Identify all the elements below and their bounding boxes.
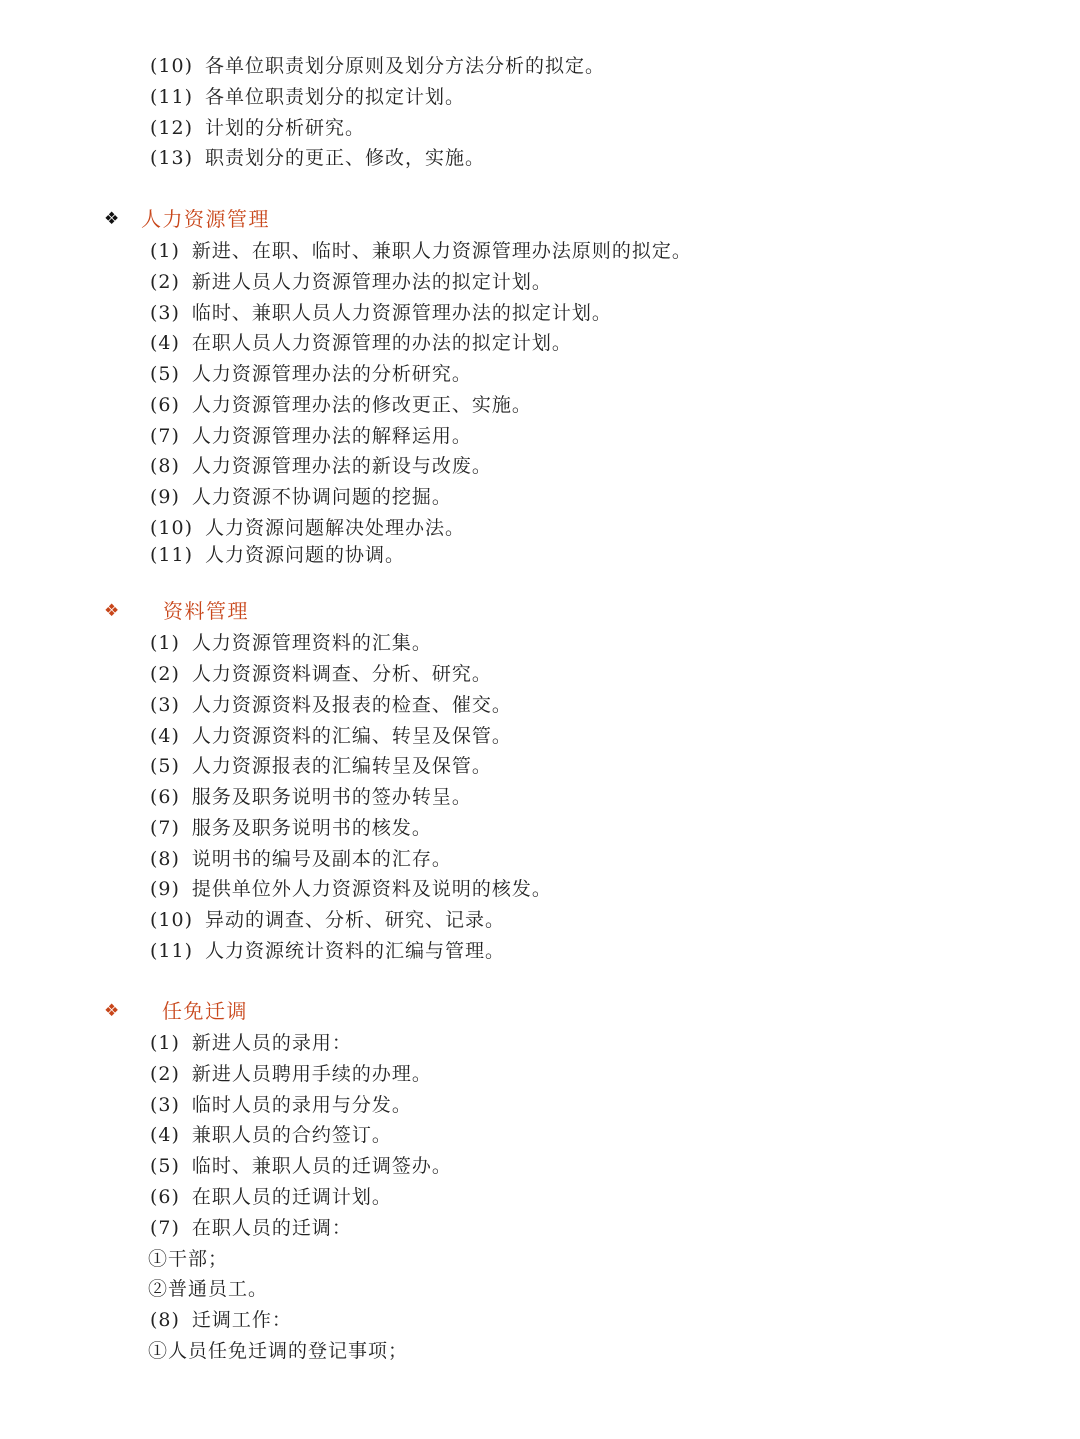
- item-text: 新进、在职、临时、兼职人力资源管理办法原则的拟定。: [191, 240, 692, 262]
- item-number: (11): [150, 544, 194, 566]
- list-item: [150, 815, 432, 841]
- item-text: 人力资源问题的协调。: [205, 544, 406, 566]
- item-number: (6): [150, 786, 180, 808]
- item-number: (4): [150, 1124, 180, 1146]
- diamond-bullet-icon: ❖: [104, 1001, 120, 1021]
- diamond-bullet-icon: ❖: [104, 209, 120, 229]
- item-number: (4): [150, 332, 180, 354]
- list-item: [150, 1307, 292, 1333]
- item-text: 人力资源资料调查、分析、研究。: [191, 663, 492, 685]
- list-item: [150, 145, 485, 171]
- item-text: 异动的调查、分析、研究、记录。: [205, 909, 506, 931]
- item-number: (3): [150, 1094, 180, 1116]
- list-item: [150, 846, 452, 872]
- list-item: [150, 630, 432, 656]
- list-item: [150, 84, 465, 110]
- item-text: 服务及职务说明书的签办转呈。: [191, 786, 472, 808]
- list-item: [150, 1092, 412, 1118]
- item-text: 人力资源资料的汇编、转呈及保管。: [191, 725, 512, 747]
- section-heading: 人力资源管理: [141, 207, 270, 231]
- item-text: 人力资源管理办法的新设与改废。: [191, 455, 492, 477]
- list-item: [150, 484, 452, 510]
- list-item: [150, 515, 465, 541]
- list-item: [150, 938, 505, 964]
- item-text: 临时人员的录用与分发。: [191, 1094, 412, 1116]
- list-item: [150, 692, 512, 718]
- list-item: [150, 453, 492, 479]
- list-item: [150, 1030, 352, 1056]
- item-number: (2): [150, 663, 180, 685]
- item-number: (5): [150, 755, 180, 777]
- item-number: (6): [150, 1186, 180, 1208]
- list-item: [150, 238, 692, 264]
- item-text: 人力资源问题解决处理办法。: [205, 517, 466, 539]
- item-number: (2): [150, 271, 180, 293]
- diamond-bullet-icon: ❖: [104, 601, 120, 621]
- list-item: [150, 300, 612, 326]
- item-text: 提供单位外人力资源资料及说明的核发。: [191, 878, 552, 900]
- list-item: [150, 392, 532, 418]
- item-number: (8): [150, 455, 180, 477]
- list-item: [150, 423, 472, 449]
- list-item: [150, 723, 512, 749]
- item-number: (10): [150, 517, 194, 539]
- item-text: 新进人员的录用：: [191, 1032, 352, 1054]
- list-item: [150, 1215, 352, 1241]
- item-number: (7): [150, 425, 180, 447]
- item-number: (9): [150, 878, 180, 900]
- item-text: 迁调工作：: [191, 1309, 292, 1331]
- list-item: [150, 907, 505, 933]
- item-number: (1): [150, 240, 180, 262]
- item-number: (13): [150, 147, 194, 169]
- item-number: (11): [150, 940, 194, 962]
- item-number: (3): [150, 694, 180, 716]
- list-item: [150, 661, 492, 687]
- item-text: 人力资源管理办法的解释运用。: [191, 425, 472, 447]
- item-text: 各单位职责划分的拟定计划。: [205, 86, 466, 108]
- item-text: 在职人员的迁调计划。: [191, 1186, 392, 1208]
- item-text: 说明书的编号及副本的汇存。: [191, 848, 452, 870]
- list-item: [150, 876, 552, 902]
- item-text: 新进人员人力资源管理办法的拟定计划。: [191, 271, 552, 293]
- list-item: [150, 1184, 392, 1210]
- item-text: 人力资源资料及报表的检查、催交。: [191, 694, 512, 716]
- list-item: [150, 1153, 452, 1179]
- item-text: 临时、兼职人员的迁调签办。: [191, 1155, 452, 1177]
- item-text: 在职人员的迁调：: [191, 1217, 352, 1239]
- item-number: (9): [150, 486, 180, 508]
- item-text: 人力资源统计资料的汇编与管理。: [205, 940, 506, 962]
- item-number: (7): [150, 1217, 180, 1239]
- item-number: (3): [150, 302, 180, 324]
- section-heading: 任免迁调: [162, 999, 248, 1023]
- list-item: [150, 53, 605, 79]
- list-item: [150, 784, 472, 810]
- list-item: [150, 753, 492, 779]
- item-number: (1): [150, 1032, 180, 1054]
- list-item: [150, 1122, 392, 1148]
- item-number: (11): [150, 86, 194, 108]
- list-item: [150, 542, 405, 568]
- item-number: (8): [150, 848, 180, 870]
- item-number: (10): [150, 909, 194, 931]
- item-text: 人力资源管理办法的修改更正、实施。: [191, 394, 532, 416]
- item-number: (8): [150, 1309, 180, 1331]
- item-number: (12): [150, 117, 194, 139]
- sub-item: ①干部；: [148, 1248, 229, 1270]
- list-item: [150, 269, 552, 295]
- item-text: 在职人员人力资源管理的办法的拟定计划。: [191, 332, 572, 354]
- item-number: (5): [150, 363, 180, 385]
- item-text: 临时、兼职人员人力资源管理办法的拟定计划。: [191, 302, 612, 324]
- item-text: 人力资源不协调问题的挖掘。: [191, 486, 452, 508]
- item-text: 计划的分析研究。: [205, 117, 366, 139]
- item-text: 兼职人员的合约签订。: [191, 1124, 392, 1146]
- item-number: (10): [150, 55, 194, 77]
- item-number: (7): [150, 817, 180, 839]
- item-number: (2): [150, 1063, 180, 1085]
- list-item: [150, 361, 472, 387]
- section-heading: 资料管理: [163, 599, 249, 623]
- list-item: [150, 115, 365, 141]
- item-number: (6): [150, 394, 180, 416]
- item-number: (1): [150, 632, 180, 654]
- item-text: 人力资源管理办法的分析研究。: [191, 363, 472, 385]
- item-text: 职责划分的更正、修改，实施。: [205, 147, 486, 169]
- item-text: 新进人员聘用手续的办理。: [191, 1063, 432, 1085]
- sub-item: ②普通员工。: [148, 1278, 269, 1300]
- item-text: 服务及职务说明书的核发。: [191, 817, 432, 839]
- item-number: (4): [150, 725, 180, 747]
- item-number: (5): [150, 1155, 180, 1177]
- item-text: 人力资源管理资料的汇集。: [191, 632, 432, 654]
- item-text: 人力资源报表的汇编转呈及保管。: [191, 755, 492, 777]
- sub-item: ①人员任免迁调的登记事项；: [148, 1340, 409, 1362]
- list-item: [150, 330, 572, 356]
- list-item: [150, 1061, 432, 1087]
- item-text: 各单位职责划分原则及划分方法分析的拟定。: [205, 55, 606, 77]
